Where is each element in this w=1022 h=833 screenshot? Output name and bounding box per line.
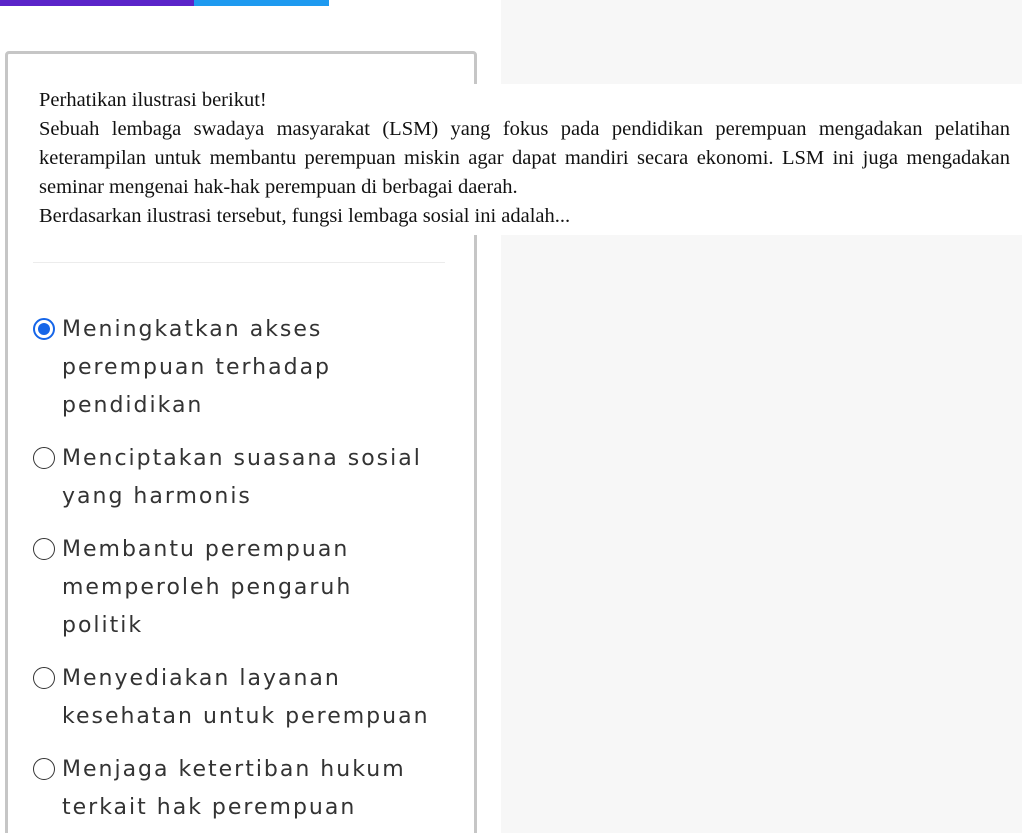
question-prompt: Berdasarkan ilustrasi tersebut, fungsi lembaga sosial ini adalah... xyxy=(39,205,571,227)
answer-option-label: Menjaga ketertiban hukum terkait hak perempuan xyxy=(62,757,406,820)
question-text xyxy=(39,84,1022,235)
answer-option-label: Meningkatkan akses perempuan terhadap pendidikan xyxy=(62,317,332,418)
answer-option-5[interactable] xyxy=(33,751,453,827)
radio-button[interactable] xyxy=(33,758,55,780)
radio-button[interactable] xyxy=(33,538,55,560)
divider xyxy=(33,262,445,263)
answer-option-4[interactable] xyxy=(33,660,453,736)
question-body: Sebuah lembaga swadaya masyarakat (LSM) yang fokus pada pendidikan perempuan mengadakan pelatihan keterampilan untuk membantu perempuan miskin agar dapat mandiri secara ekonomi. LSM ini juga mengadakan seminar mengenai hak-hak perempuan di berbagai daerah. xyxy=(39,118,1010,198)
answer-option-2[interactable] xyxy=(33,440,453,516)
answer-option-3[interactable] xyxy=(33,531,453,645)
answer-option-label: Menyediakan layanan kesehatan untuk perempuan xyxy=(62,666,430,729)
radio-button[interactable] xyxy=(33,667,55,689)
answer-option-label: Menciptakan suasana sosial yang harmonis xyxy=(62,446,422,509)
answer-options xyxy=(33,311,453,833)
progress-bar xyxy=(0,0,329,6)
progress-segment-completed xyxy=(0,0,194,6)
progress-segment-current xyxy=(194,0,329,6)
answer-option-1[interactable] xyxy=(33,311,453,425)
answer-option-label: Membantu perempuan memperoleh pengaruh politik xyxy=(62,537,353,638)
radio-button[interactable] xyxy=(33,447,55,469)
question-intro: Perhatikan ilustrasi berikut! xyxy=(39,89,267,111)
radio-button[interactable] xyxy=(33,318,55,340)
